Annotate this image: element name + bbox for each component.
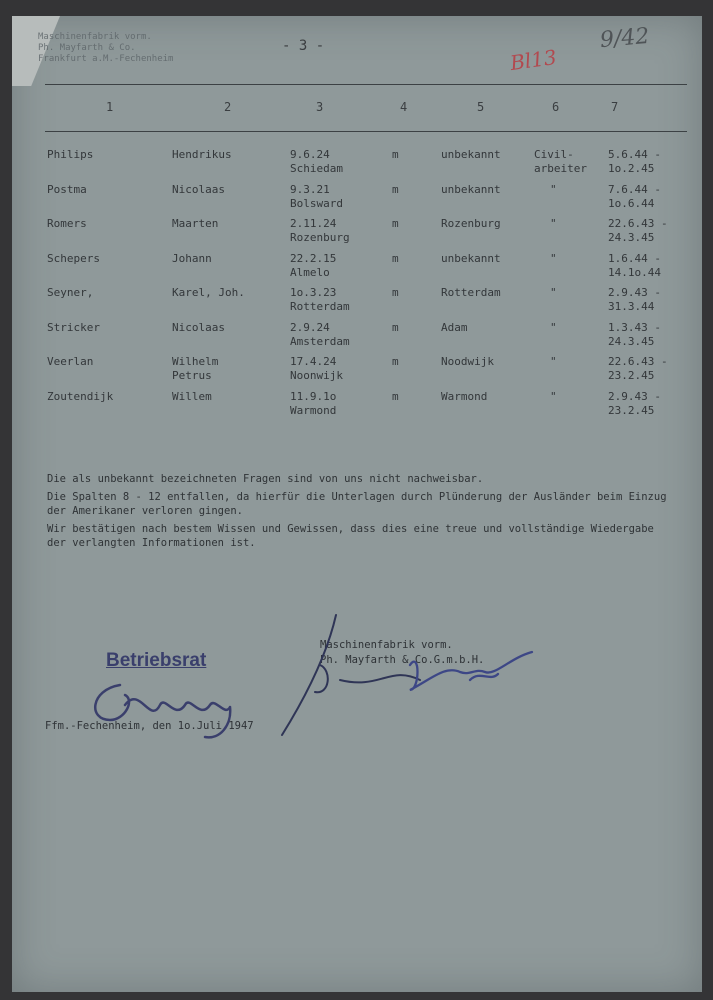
table-cell-firstname: Hendrikus — [172, 148, 232, 161]
red-pencil-annotation: Bl13 — [508, 44, 558, 76]
place-and-date: Ffm.-Fechenheim, den 1o.Juli 1947 — [45, 720, 254, 732]
table-cell-birth: 1o.3.23 Rotterdam — [290, 286, 350, 313]
table-header-rule — [45, 131, 687, 132]
table-cell-period: 22.6.43 - 24.3.45 — [608, 217, 668, 244]
table-cell-sex: m — [392, 251, 399, 265]
table-cell-place: Rotterdam — [441, 286, 501, 299]
letterhead-line-2: Ph. Mayfarth & Co. — [38, 43, 136, 53]
table-cell-status: Civil- arbeiter — [534, 148, 587, 175]
table-cell-place: unbekannt — [441, 182, 501, 196]
header-letterhead — [38, 32, 228, 65]
pencil-folio-number: 9/42 — [599, 23, 651, 54]
table-cell-status: " — [550, 320, 557, 334]
table-cell-status: " — [550, 251, 557, 265]
table-cell-surname: Zoutendijk — [47, 389, 114, 403]
table-cell-sex: m — [392, 217, 399, 230]
table-cell-surname: Schepers — [47, 251, 100, 265]
table-cell-place: Rozenburg — [441, 217, 501, 230]
table-cell-status: " — [550, 217, 557, 230]
table-cell-period: 5.6.44 - 1o.2.45 — [608, 148, 661, 175]
table-cell-sex: m — [392, 148, 399, 161]
column-number-1: 1 — [106, 100, 114, 114]
company-stamp: Maschinenfabrik vorm. Ph. Mayfarth & Co.G.m.b.H. — [320, 639, 485, 666]
table-cell-sex: m — [392, 389, 399, 403]
table-cell-place: unbekannt — [441, 251, 501, 265]
page-number: - 3 - — [282, 38, 325, 54]
director-signature — [270, 610, 550, 740]
note-unbekannt: Die als unbekannt bezeichneten Fragen sind von uns nicht nachweisbar. — [47, 473, 484, 485]
table-cell-surname: Postma — [47, 182, 87, 196]
table-cell-surname: Seyner, — [47, 286, 94, 299]
table-cell-period: 2.9.43 - 31.3.44 — [608, 286, 661, 313]
table-cell-status: " — [550, 182, 557, 196]
column-number-3: 3 — [316, 100, 324, 114]
table-cell-firstname: Karel, Joh. — [172, 286, 245, 299]
table-cell-surname: Veerlan — [47, 355, 94, 368]
table-cell-period: 2.9.43 - 23.2.45 — [608, 389, 661, 417]
letterhead-line-3: Frankfurt a.M.-Fechenheim — [38, 54, 174, 64]
table-cell-place: Warmond — [441, 389, 488, 403]
table-cell-place: Noodwijk — [441, 355, 494, 368]
letterhead-line-1: Maschinenfabrik vorm. — [38, 32, 152, 42]
table-cell-birth: 22.2.15 Almelo — [290, 251, 337, 279]
table-cell-sex: m — [392, 286, 399, 299]
table-cell-birth: 17.4.24 Noonwijk — [290, 355, 343, 382]
table-cell-period: 1.3.43 - 24.3.45 — [608, 320, 661, 348]
betriebsrat-signature — [80, 665, 250, 745]
table-cell-surname: Philips — [47, 148, 94, 161]
table-cell-period: 7.6.44 - 1o.6.44 — [608, 182, 661, 210]
table-cell-sex: m — [392, 355, 399, 368]
table-cell-birth: 2.11.24 Rozenburg — [290, 217, 350, 244]
table-cell-period: 22.6.43 - 23.2.45 — [608, 355, 668, 382]
table-top-rule — [45, 84, 687, 85]
table-cell-surname: Romers — [47, 217, 87, 230]
table-cell-period: 1.6.44 - 14.1o.44 — [608, 251, 661, 279]
table-cell-status: " — [550, 355, 557, 368]
table-cell-birth: 9.3.21 Bolsward — [290, 182, 343, 210]
notes-block — [47, 472, 667, 554]
table-cell-birth: 2.9.24 Amsterdam — [290, 320, 350, 348]
column-number-2: 2 — [224, 100, 232, 114]
table-cell-surname: Stricker — [47, 320, 100, 334]
table-cell-status: " — [550, 286, 557, 299]
table-cell-birth: 9.6.24 Schiedam — [290, 148, 343, 175]
column-number-7: 7 — [611, 100, 619, 114]
note-columns-omitted: Die Spalten 8 - 12 entfallen, da hierfür die Unterlagen durch Plünderung der Ausländer beim Einzug der Amerikaner verloren gingen. — [47, 491, 667, 517]
column-number-4: 4 — [400, 100, 408, 114]
table-cell-firstname: Nicolaas — [172, 320, 225, 334]
note-confirmation: Wir bestätigen nach bestem Wissen und Gewissen, dass dies eine treue und vollständige Wiedergabe der verlangten Informationen ist. — [47, 523, 654, 549]
column-number-5: 5 — [477, 100, 485, 114]
table-cell-sex: m — [392, 320, 399, 334]
table-cell-firstname: Wilhelm Petrus — [172, 355, 219, 382]
table-cell-firstname: Willem — [172, 389, 212, 403]
table-cell-sex: m — [392, 182, 399, 196]
table-cell-place: Adam — [441, 320, 468, 334]
table-cell-firstname: Nicolaas — [172, 182, 225, 196]
table-cell-status: " — [550, 389, 557, 403]
table-cell-birth: 11.9.1o Warmond — [290, 389, 337, 417]
betriebsrat-stamp: Betriebsrat — [106, 650, 207, 671]
table-cell-firstname: Johann — [172, 251, 212, 265]
table-cell-place: unbekannt — [441, 148, 501, 161]
column-number-6: 6 — [552, 100, 560, 114]
table-cell-firstname: Maarten — [172, 217, 219, 230]
